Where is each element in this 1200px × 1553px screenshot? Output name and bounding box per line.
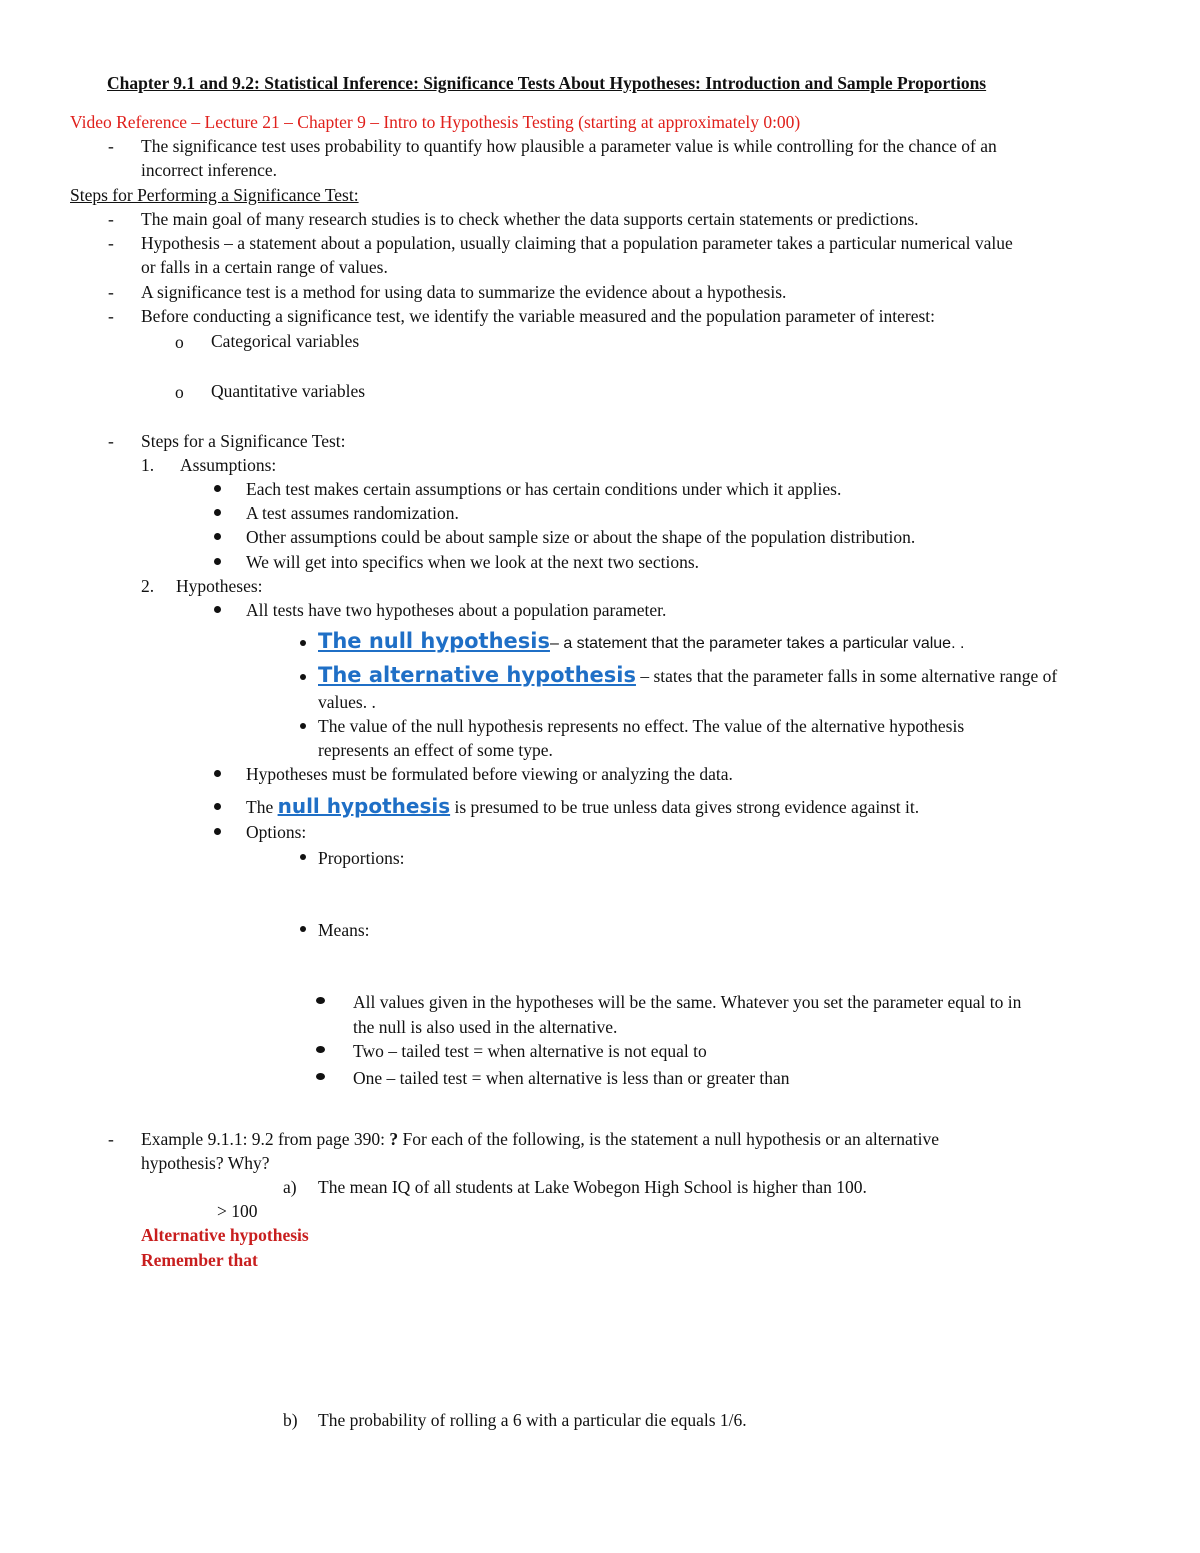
part-b-label: b) bbox=[283, 1410, 298, 1430]
assumption-item: We will get into specifics when we look at the next two sections. bbox=[246, 552, 700, 572]
variable-type-item: Categorical variables bbox=[211, 331, 360, 351]
steps-for-test: Steps for a Significance Test: bbox=[141, 431, 346, 451]
note-line-cont: the null is also used in the alternative. bbox=[353, 1017, 618, 1037]
formulated-note: Hypotheses must be formulated before viewing or analyzing the data. bbox=[246, 764, 733, 784]
null-hypothesis-term: The null hypothesis bbox=[318, 629, 550, 653]
options-label: Options: bbox=[246, 822, 307, 842]
remember-note: Remember that bbox=[141, 1250, 258, 1270]
bullet-icon bbox=[214, 828, 221, 835]
note-line: All values given in the hypotheses will be the same. Whatever you set the parameter equal to in bbox=[353, 992, 1022, 1012]
dash-marker: - bbox=[108, 1129, 114, 1149]
video-reference: Video Reference – Lecture 21 – Chapter 9 – Intro to Hypothesis Testing (starting at approximately 0:00) bbox=[70, 112, 801, 132]
step-assumptions-label: Assumptions: bbox=[180, 455, 277, 475]
intro-bullet-line-1: The significance test uses probability to quantify how plausible a parameter value is while controlling for the chance of an bbox=[141, 136, 997, 156]
presumed-line bbox=[246, 792, 919, 821]
example-line-cont: hypothesis? Why? bbox=[141, 1153, 270, 1173]
bullet-icon bbox=[300, 674, 306, 680]
steps-bullet-cont: or falls in a certain range of values. bbox=[141, 257, 388, 277]
dash-marker: - bbox=[108, 431, 114, 451]
bullet-icon bbox=[214, 509, 221, 516]
assumption-item: Each test makes certain assumptions or has certain conditions under which it applies. bbox=[246, 479, 842, 499]
bullet-icon bbox=[214, 558, 221, 565]
bullet-icon bbox=[214, 770, 221, 777]
part-b-text: The probability of rolling a 6 with a particular die equals 1/6. bbox=[318, 1410, 747, 1430]
alternative-hypothesis-term: The alternative hypothesis bbox=[318, 663, 636, 687]
option-means: Means: bbox=[318, 920, 370, 940]
step-number: 2. bbox=[141, 576, 155, 596]
bullet-icon bbox=[316, 1073, 325, 1080]
hypotheses-intro: All tests have two hypotheses about a population parameter. bbox=[246, 600, 667, 620]
alternative-hypothesis-cont: values. . bbox=[318, 692, 376, 712]
page-title: Chapter 9.1 and 9.2: Statistical Inference: Significance Tests About Hypotheses: Introduction and Sample Proportions bbox=[107, 73, 987, 93]
dash-marker: - bbox=[108, 136, 114, 156]
presumed-post: is presumed to be true unless data gives strong evidence against it. bbox=[450, 797, 920, 817]
bullet-icon bbox=[214, 533, 221, 540]
presumed-null-term: null hypothesis bbox=[277, 794, 451, 818]
example-question-mark: ? bbox=[389, 1129, 399, 1149]
bullet-icon bbox=[300, 723, 306, 729]
assumption-item: Other assumptions could be about sample size or about the shape of the population distribution. bbox=[246, 527, 916, 547]
bullet-icon bbox=[214, 803, 221, 810]
steps-bullet: A significance test is a method for using data to summarize the evidence about a hypothesis. bbox=[141, 282, 787, 302]
dash-marker: - bbox=[108, 282, 114, 302]
circle-marker: o bbox=[175, 332, 184, 352]
null-hypothesis-line bbox=[318, 626, 964, 659]
bullet-icon bbox=[214, 606, 221, 613]
variable-type-item: Quantitative variables bbox=[211, 381, 366, 401]
step-number: 1. bbox=[141, 455, 155, 475]
effect-line-1: The value of the null hypothesis represents no effect. The value of the alternative hypothesis bbox=[318, 716, 965, 736]
presumed-pre: The bbox=[246, 797, 278, 817]
step-hypotheses-label: Hypotheses: bbox=[176, 576, 263, 596]
null-hypothesis-definition: – a statement that the parameter takes a particular value. . bbox=[549, 635, 965, 652]
dash-marker: - bbox=[108, 306, 114, 326]
part-a-symbol: > 100 bbox=[217, 1201, 258, 1221]
steps-bullet: The main goal of many research studies is to check whether the data supports certain statements or predictions. bbox=[141, 209, 919, 229]
intro-bullet-line-2: incorrect inference. bbox=[141, 160, 278, 180]
bullet-icon bbox=[214, 485, 221, 492]
note-line: Two – tailed test = when alternative is not equal to bbox=[353, 1041, 707, 1061]
circle-marker: o bbox=[175, 382, 184, 402]
example-text-b: For each of the following, is the statement a null hypothesis or an alternative bbox=[398, 1129, 940, 1149]
alternative-hypothesis-line bbox=[318, 660, 1057, 691]
example-line bbox=[141, 1127, 939, 1151]
dash-marker: - bbox=[108, 233, 114, 253]
bullet-icon bbox=[300, 640, 306, 646]
answer-a: Alternative hypothesis bbox=[141, 1225, 309, 1245]
bullet-icon bbox=[316, 997, 325, 1004]
bullet-icon bbox=[300, 926, 306, 932]
part-a-label: a) bbox=[283, 1177, 297, 1197]
dash-marker: - bbox=[108, 209, 114, 229]
effect-line-2: represents an effect of some type. bbox=[318, 740, 553, 760]
example-text-a: Example 9.1.1: 9.2 from page 390: bbox=[141, 1129, 390, 1149]
steps-bullet: Hypothesis – a statement about a population, usually claiming that a population parameter takes a particular numerical value bbox=[141, 233, 1013, 253]
part-a-text: The mean IQ of all students at Lake Wobegon High School is higher than 100. bbox=[318, 1177, 867, 1197]
steps-bullet: Before conducting a significance test, we identify the variable measured and the population parameter of interest: bbox=[141, 306, 936, 326]
assumption-item: A test assumes randomization. bbox=[246, 503, 459, 523]
option-proportions: Proportions: bbox=[318, 848, 405, 868]
steps-heading: Steps for Performing a Significance Test: bbox=[70, 185, 359, 205]
bullet-icon bbox=[316, 1046, 325, 1053]
note-line: One – tailed test = when alternative is less than or greater than bbox=[353, 1068, 790, 1088]
bullet-icon bbox=[300, 854, 306, 860]
alternative-hypothesis-definition: – states that the parameter falls in some alternative range of bbox=[635, 666, 1058, 686]
